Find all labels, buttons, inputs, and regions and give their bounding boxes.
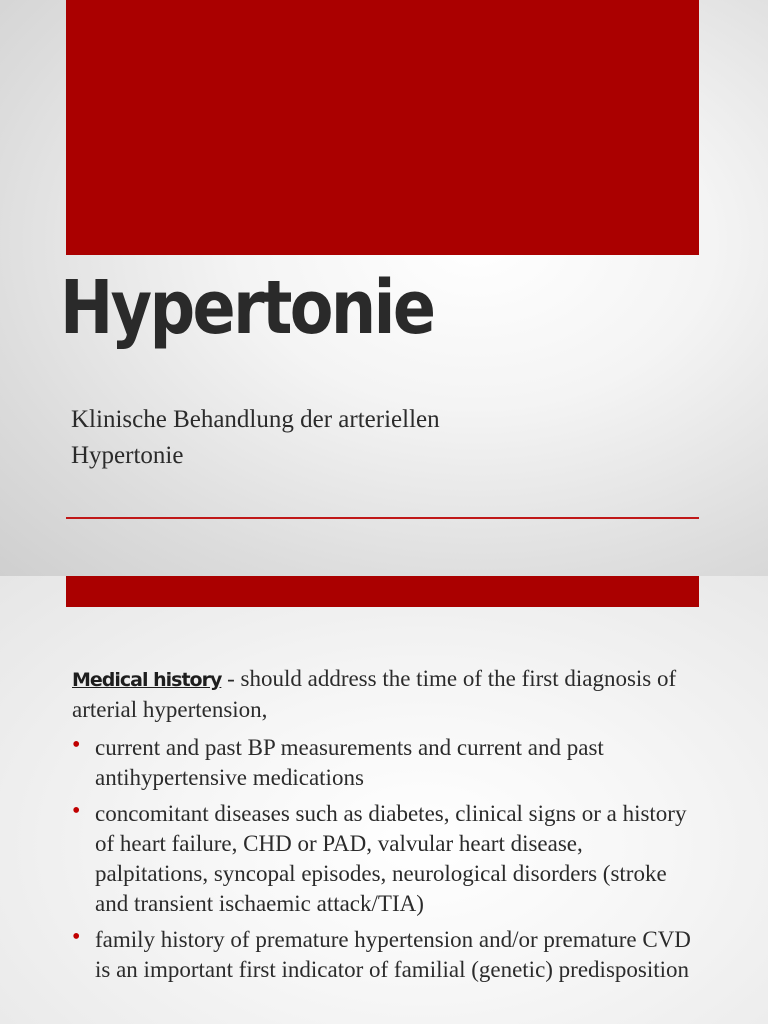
subtitle-line-1: Klinische Behandlung der arteriellen xyxy=(71,406,440,433)
bullet-list xyxy=(72,733,692,985)
red-banner-top xyxy=(66,0,699,255)
bullet-item xyxy=(72,799,692,919)
bullet-text: family history of premature hypertension and/or premature CVD is an important first indicator of familial (genetic) predisposition xyxy=(95,927,691,982)
bullet-dot-icon: • xyxy=(72,924,81,950)
content-slide xyxy=(0,576,768,1024)
bullet-item xyxy=(72,925,692,985)
subtitle-line-2: Hypertonie xyxy=(71,442,184,469)
red-divider-line xyxy=(66,517,699,519)
slide-content xyxy=(72,664,692,991)
bullet-dot-icon: • xyxy=(72,798,81,824)
bullet-item xyxy=(72,733,692,793)
intro-text: - should address the time of the first diagnosis of arterial hypertension, xyxy=(72,666,677,722)
intro-lead-label: Medical history xyxy=(72,669,222,691)
slide-title: Hypertonie xyxy=(60,265,434,351)
red-banner-bottom xyxy=(66,576,699,607)
bullet-text: concomitant diseases such as diabetes, clinical signs or a history of heart failure, CHD or PAD, valvular heart disease, palpitations, syncopal episodes, neurological disorders (stroke and transient ischaemic attack/TIA) xyxy=(95,801,687,916)
intro-paragraph xyxy=(72,664,692,725)
bullet-dot-icon: • xyxy=(72,732,81,758)
bullet-text: current and past BP measurements and current and past antihypertensive medications xyxy=(95,735,604,790)
slide-subtitle xyxy=(71,402,631,474)
